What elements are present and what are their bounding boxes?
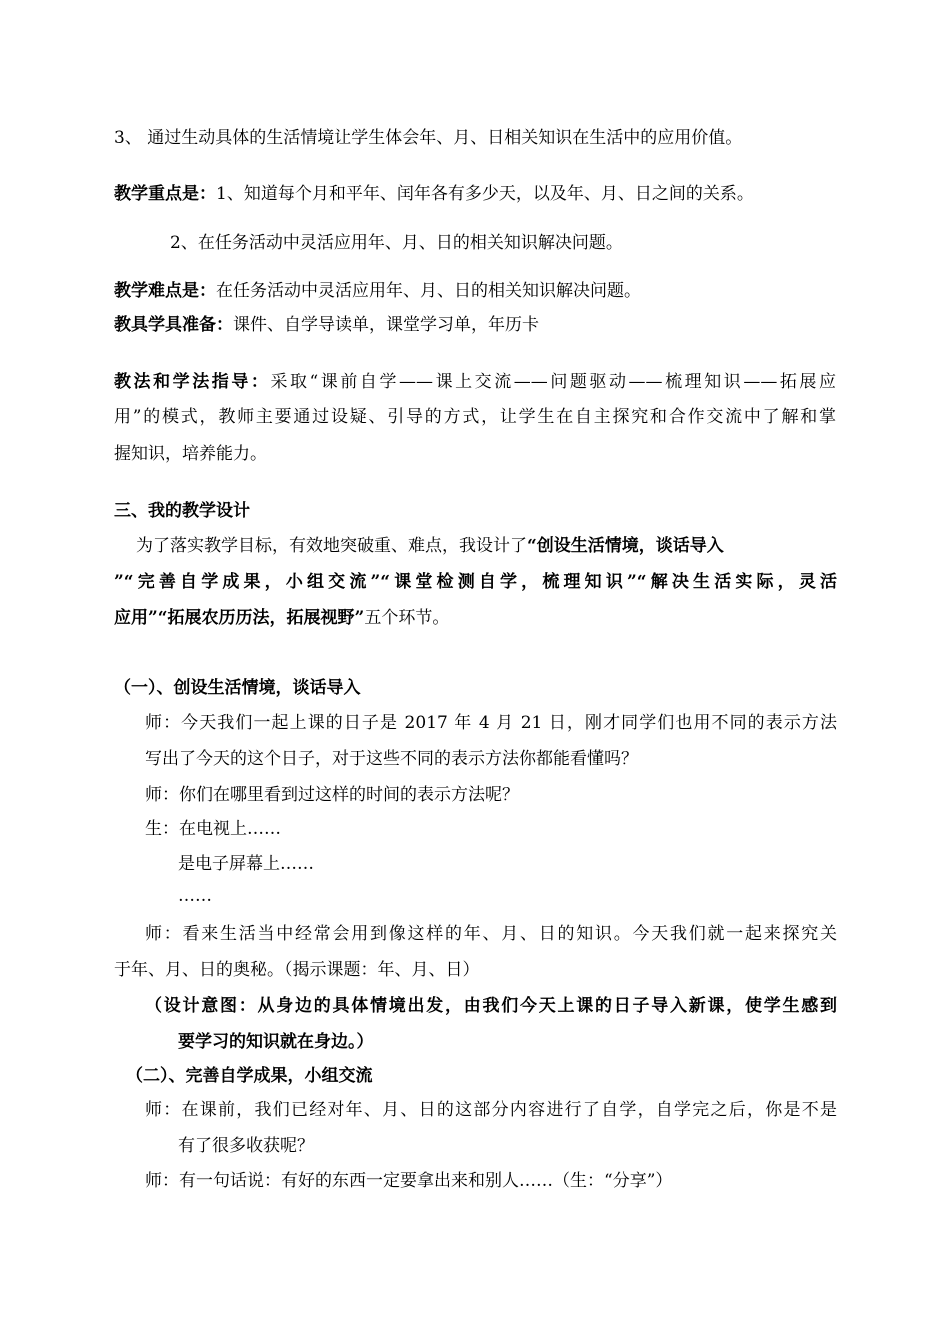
design-intro-plain-3: 五个环节。	[364, 608, 450, 628]
section-1-student-1: 生：在电视上……	[145, 819, 281, 839]
section-1-teacher-3-line-1: 师：看来生活当中经常会用到像这样的年、月、日的知识。今天我们就一起来探究关	[145, 924, 837, 944]
materials-line	[114, 313, 539, 337]
method-line-1	[114, 370, 836, 394]
section-1-intent-line-1: （设计意图：从身边的具体情境出发，由我们今天上课的日子导入新课，使学生感到	[145, 996, 837, 1016]
design-intro-bold-3: 应用”“拓展农历历法，拓展视野”	[114, 608, 365, 628]
section-1-student-3: ……	[178, 886, 212, 906]
objective-item-3: 3、 通过生动具体的生活情境让学生体会年、月、日相关知识在生活中的应用价值。	[114, 128, 743, 148]
design-intro-bold-1: “创设生活情境，谈话导入	[527, 536, 724, 556]
key-points-line-1	[114, 182, 754, 206]
section-1-student-2: 是电子屏幕上……	[178, 854, 314, 874]
key-points-label: 教学重点是：	[114, 184, 216, 204]
section-1-heading: （一）、创设生活情境，谈话导入	[114, 678, 361, 698]
section-1-teacher-2: 师：你们在哪里看到过这样的时间的表示方法呢？	[145, 785, 519, 805]
difficulty-text: 在任务活动中灵活应用年、月、日的相关知识解决问题。	[216, 281, 641, 301]
method-line-3: 握知识，培养能力。	[114, 444, 267, 464]
key-points-item-1: 1、知道每个月和平年、闰年各有多少天，以及年、月、日之间的关系。	[216, 184, 754, 204]
materials-text: 课件、自学导读单，课堂学习单，年历卡	[233, 315, 539, 335]
section-2-heading: （二）、完善自学成果，小组交流	[126, 1066, 373, 1086]
design-intro-line-1	[136, 534, 724, 558]
section-1-teacher-1-line-2: 写出了今天的这个日子，对于这些不同的表示方法你都能看懂吗？	[145, 749, 638, 769]
design-heading: 三、我的教学设计	[114, 501, 250, 521]
key-points-item-2: 2、在任务活动中灵活应用年、月、日的相关知识解决问题。	[170, 233, 623, 253]
section-2-teacher-1-line-2: 有了很多收获呢？	[178, 1136, 314, 1156]
difficulty-label: 教学难点是：	[114, 281, 216, 301]
method-line-2: 用”的模式，教师主要通过设疑、引导的方式，让学生在自主探究和合作交流中了解和掌	[114, 407, 836, 427]
method-text-1: 采取“课前自学——课上交流——问题驱动——梳理知识——拓展应	[270, 372, 836, 392]
section-1-intent-line-2: 要学习的知识就在身边。）	[178, 1032, 374, 1052]
design-intro-line-3	[114, 606, 449, 630]
difficulty-line	[114, 279, 641, 303]
materials-label: 教具学具准备：	[114, 315, 233, 335]
section-1-teacher-3-line-2: 于年、月、日的奥秘。（揭示课题：年、月、日）	[114, 960, 480, 980]
section-1-teacher-1-line-1: 师：今天我们一起上课的日子是 2017 年 4 月 21 日，刚才同学们也用不同的表示方法	[145, 713, 837, 733]
design-intro-line-2: ”“完善自学成果，小组交流”“课堂检测自学，梳理知识”“解决生活实际，灵活	[114, 572, 837, 592]
method-label: 教法和学法指导：	[114, 372, 271, 392]
section-2-teacher-2: 师：有一句话说：有好的东西一定要拿出来和别人……（生：“分享”）	[145, 1171, 673, 1191]
section-2-teacher-1-line-1: 师：在课前，我们已经对年、月、日的这部分内容进行了自学，自学完之后，你是不是	[145, 1100, 837, 1120]
design-intro-plain-1: 为了落实教学目标，有效地突破重、难点，我设计了	[136, 536, 527, 556]
